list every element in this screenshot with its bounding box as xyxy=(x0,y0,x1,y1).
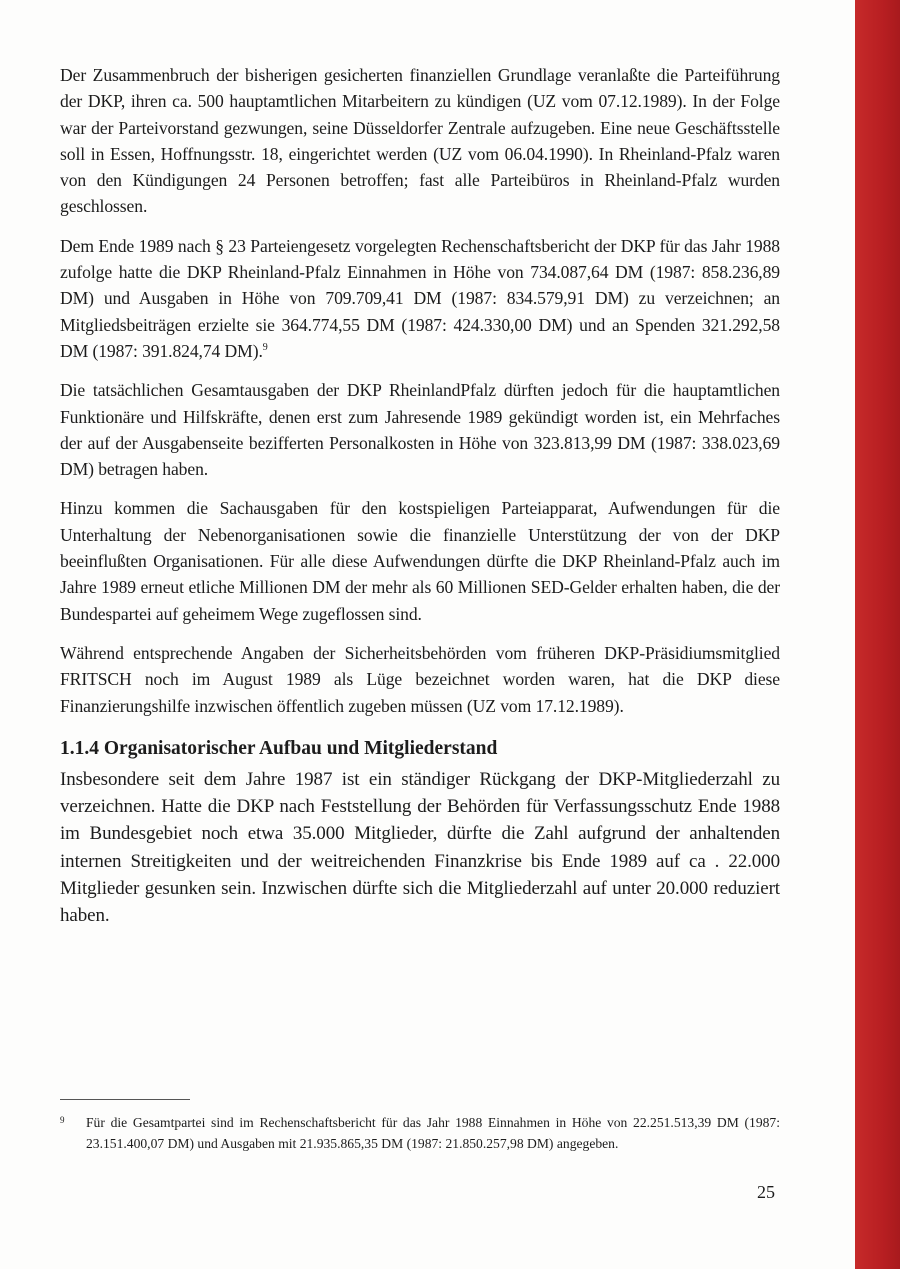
footnote-marker: 9 xyxy=(60,1115,65,1125)
paragraph-3: Die tatsächlichen Gesamtausgaben der DKP RheinlandPfalz dürften jedoch für die hauptamtlichen Funktionäre und Hilfskräfte, denen erst zum Jahresende 1989 gekündigt worden ist, ein Mehrfaches der auf der Ausgabenseite bezifferten Personalkosten in Höhe von 323.813,99 DM (1987: 338.023,69 DM) betragen haben. xyxy=(60,380,780,480)
body-text xyxy=(60,62,780,943)
section-paragraph: Insbesondere seit dem Jahre 1987 ist ein ständiger Rückgang der DKP-Mitgliederzahl zu verzeichnen. Hatte die DKP nach Feststellung der Behörden für Verfassungsschutz Ende 1988 im Bundesgebiet noch etwa 35.000 Mitglieder, dürfte die Zahl aufgrund der anhaltenden internen Streitigkeiten und der weitreichenden Finanzkrise bis Ende 1989 auf ca . 22.000 Mitglieder gesunken sein. Inzwischen dürfte sich die Mitgliederzahl auf unter 20.000 reduziert haben. xyxy=(60,768,780,927)
section-heading: 1.1.4 Organisatorischer Aufbau und Mitgliederstand xyxy=(60,737,498,759)
red-edge-band xyxy=(855,0,900,1269)
paragraph-2 xyxy=(60,233,780,364)
paragraph-4: Hinzu kommen die Sachausgaben für den kostspieligen Parteiapparat, Aufwendungen für die Unterhaltung der Nebenorganisationen sowie die finanzielle Unterstützung der von der DKP beeinflußten Organisationen. Für alle diese Aufwendungen dürfte die DKP Rheinland-Pfalz auch im Jahre 1989 erneut etliche Millionen DM der mehr als 60 Millionen SED-Gelder erhalten haben, die der Bundespartei auf geheimem Wege zugeflossen sind. xyxy=(60,498,780,624)
footnote-text: Für die Gesamtpartei sind im Rechenschaftsbericht für das Jahr 1988 Einnahmen in Höhe von 22.251.513,39 DM (1987: 23.151.400,07 DM) und Ausgaben mit 21.935.865,35 DM (1987: 21.850.257,98 DM) angegeben. xyxy=(86,1115,780,1151)
paragraph-5: Während entsprechende Angaben der Sicherheitsbehörden vom früheren DKP-Präsidiumsmitglied FRITSCH noch im August 1989 als Lüge bezeichnet worden waren, hat die DKP diese Finanzierungshilfe inzwischen öffentlich zugeben müssen (UZ vom 17.12.1989). xyxy=(60,642,780,716)
paragraph-1: Der Zusammenbruch der bisherigen gesicherten finanziellen Grundlage veranlaßte die Parteiführung der DKP, ihren ca. 500 hauptamtlichen Mitarbeitern zu kündigen (UZ vom 07.12.1989). In der Folge war der Parteivorstand gezwungen, seine Düsseldorfer Zentrale aufzugeben. Eine neue Geschäftsstelle soll in Essen, Hoffnungsstr. 18, eingerichtet werden (UZ vom 06.04.1990). In Rheinland-Pfalz waren von den Kündigungen 24 Personen betroffen; fast alle Parteibüros in Rheinland-Pfalz wurden geschlossen. xyxy=(60,65,780,217)
page-number: 25 xyxy=(757,1182,775,1202)
footnote-divider xyxy=(60,1099,190,1100)
footnote xyxy=(60,1112,780,1154)
paragraph-2-text: Dem Ende 1989 nach § 23 Parteiengesetz vorgelegten Rechenschaftsbericht der DKP für das Jahr 1988 zufolge hatte die DKP Rheinland-Pfalz Einnahmen in Höhe von 734.087,64 DM (1987: 858.236,89 DM) und Ausgaben in Höhe von 709.709,41 DM (1987: 834.579,91 DM) zu verzeichnen; an Mitgliedsbeiträgen erzielte sie 364.774,55 DM (1987: 424.330,00 DM) und an Spenden 321.292,58 DM (1987: 391.824,74 DM). xyxy=(60,235,780,361)
footnote-reference: 9 xyxy=(262,342,268,354)
